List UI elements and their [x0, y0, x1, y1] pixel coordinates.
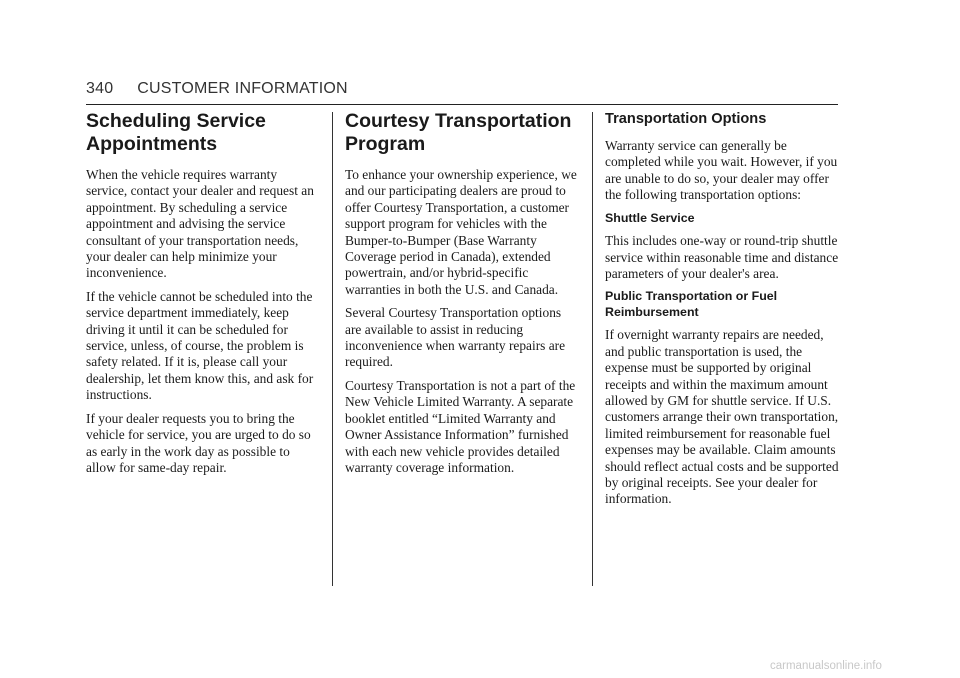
paragraph: Several Courtesy Transportation options are available to assist in reducing inconvenience when warranty repairs are required.: [345, 305, 566, 370]
column-transportation-options: [605, 110, 840, 515]
column-courtesy-transportation: [345, 110, 579, 483]
paragraph: If overnight warranty repairs are needed, and public transportation is used, the expense must be supported by original receipts and within the maximum amount allowed by GM for shuttle service. If U.S. customers arrange their own transportation, limited reimbursement for reasonable fuel expenses may be available. Claim amounts should reflect actual costs and be supported by original receipts. See your dealer for information.: [605, 327, 839, 507]
paragraph: When the vehicle requires warranty service, contact your dealer and request an appointment. By scheduling a service appointment and advising the service consultant of your transportation needs, your dealer can help minimize your inconvenience.: [86, 167, 314, 281]
column-scheduling: [86, 110, 318, 483]
section-title: CUSTOMER INFORMATION: [137, 80, 348, 97]
page-header: [86, 80, 838, 105]
paragraph: To enhance your ownership experience, we and our participating dealers are proud to offer Courtesy Transportation, a customer support program for vehicles with the Bumper-to-Bumper (Base Warranty Coverage period in Canada), extended powertrain, and/or hybrid-specific warranties in both the U.S. and Canada.: [345, 167, 577, 297]
heading-courtesy-transportation-program: Courtesy Transportation Program: [345, 110, 572, 155]
heading-scheduling-service-appointments: Scheduling Service Appointments: [86, 110, 266, 155]
column-divider: [592, 112, 593, 586]
paragraph: Warranty service can generally be completed while you wait. However, if you are unable to do so, your dealer may offer the following transportation options:: [605, 138, 838, 203]
paragraph: This includes one-way or round-trip shuttle service within reasonable time and distance parameters of your dealer's area.: [605, 233, 839, 281]
page-number: 340: [86, 80, 114, 97]
subheading-shuttle-service: Shuttle Service: [605, 210, 695, 225]
watermark: carmanualsonline.info: [770, 660, 882, 672]
heading-transportation-options: Transportation Options: [605, 111, 767, 127]
column-divider: [332, 112, 333, 586]
subheading-public-transportation: Public Transportation or Fuel Reimbursement: [605, 289, 778, 319]
paragraph: If the vehicle cannot be scheduled into the service department immediately, keep driving it until it can be scheduled for service, unless, of course, the problem is safety related. If it is, please call your dealership, let them know this, and ask for instructions.: [86, 288, 314, 403]
paragraph: If your dealer requests you to bring the vehicle for service, you are urged to do so as early in the work day as possible to allow for same-day repair.: [86, 410, 311, 475]
paragraph: Courtesy Transportation is not a part of the New Vehicle Limited Warranty. A separate booklet entitled “Limited Warranty and Owner Assistance Information” furnished with each new vehicle provides detailed warranty coverage information.: [345, 377, 576, 475]
